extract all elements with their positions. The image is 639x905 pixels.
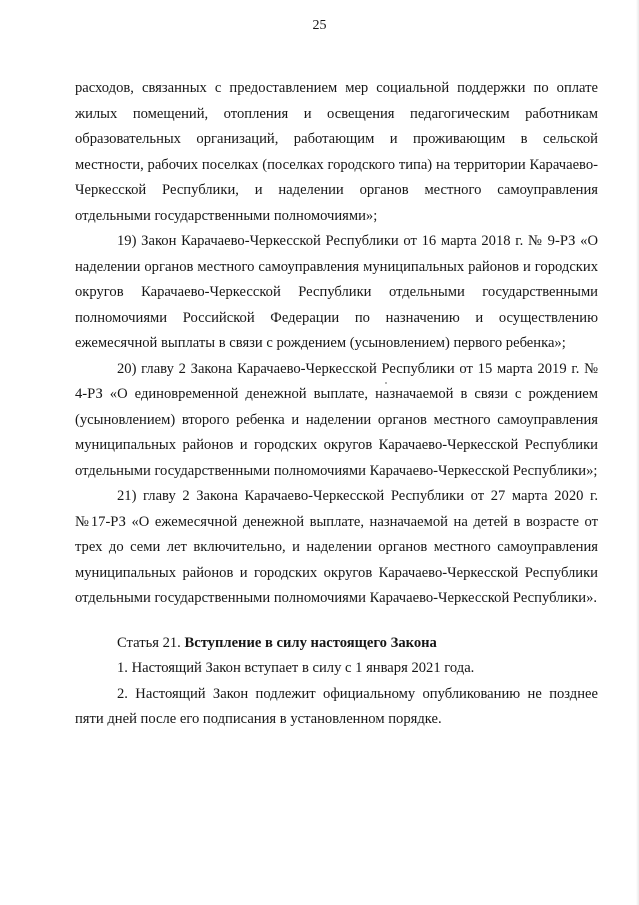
list-item-20: 20) главу 2 Закона Карачаево-Черкесской Республики от 15 марта 2019 г. № 4-РЗ «О единовременной денежной выплате, назначаемой в связи с рождением (усыновлением) второго ребенка и наделении органов местного самоуправления муниципальных районов и городских округов Карачаево-Черкесской Республики отдельными государственными полномочиями Карачаево-Черкесской Республики»; — [75, 360, 598, 479]
article-item-1: 1. Настоящий Закон вступает в силу с 1 января 2021 года. — [117, 660, 475, 676]
paragraph-continuation: расходов, связанных с предоставлением мер социальной поддержки по оплате жилых помещений, отопления и освещения педагогическим работникам образовательных организаций, работающим и проживающим в сельской местности, рабочих поселках (поселках городского типа) на территории Карачаево-Черкесской Республики, и наделении органов местного самоуправления отдельными государственными полномочиями»; — [75, 80, 598, 224]
page-number: 25 — [312, 18, 327, 33]
article-title: Вступление в силу настоящего Закона — [184, 634, 437, 651]
article-heading — [75, 631, 598, 657]
list-item-19: 19) Закон Карачаево-Черкесской Республики от 16 марта 2018 г. № 9-РЗ «О наделении органов местного самоуправления муниципальных районов и городских округов Карачаево-Черкесской Республики отдельными государственными полномочиями Российской Федерации по назначению и осуществлению ежемесячной выплаты в связи с рождением (усыновлением) первого ребенка»; — [75, 233, 598, 351]
article-item-2: 2. Настоящий Закон подлежит официальному опубликованию не позднее пяти дней после его подписания в установленном порядке. — [75, 685, 598, 727]
document-body — [75, 76, 598, 733]
article-number: Статья 21. — [117, 634, 185, 651]
scan-speck — [385, 382, 387, 384]
list-item-21: 21) главу 2 Закона Карачаево-Черкесской Республики от 27 марта 2020 г. №17-РЗ «О ежемесячной денежной выплате, назначаемой на детей в возрасте от трех до семи лет включительно, и наделении органов местного самоуправления муниципальных районов и городских округов Карачаево-Черкесской Республики отдельными государственными полномочиями Карачаево-Черкесской Республики». — [75, 488, 598, 606]
